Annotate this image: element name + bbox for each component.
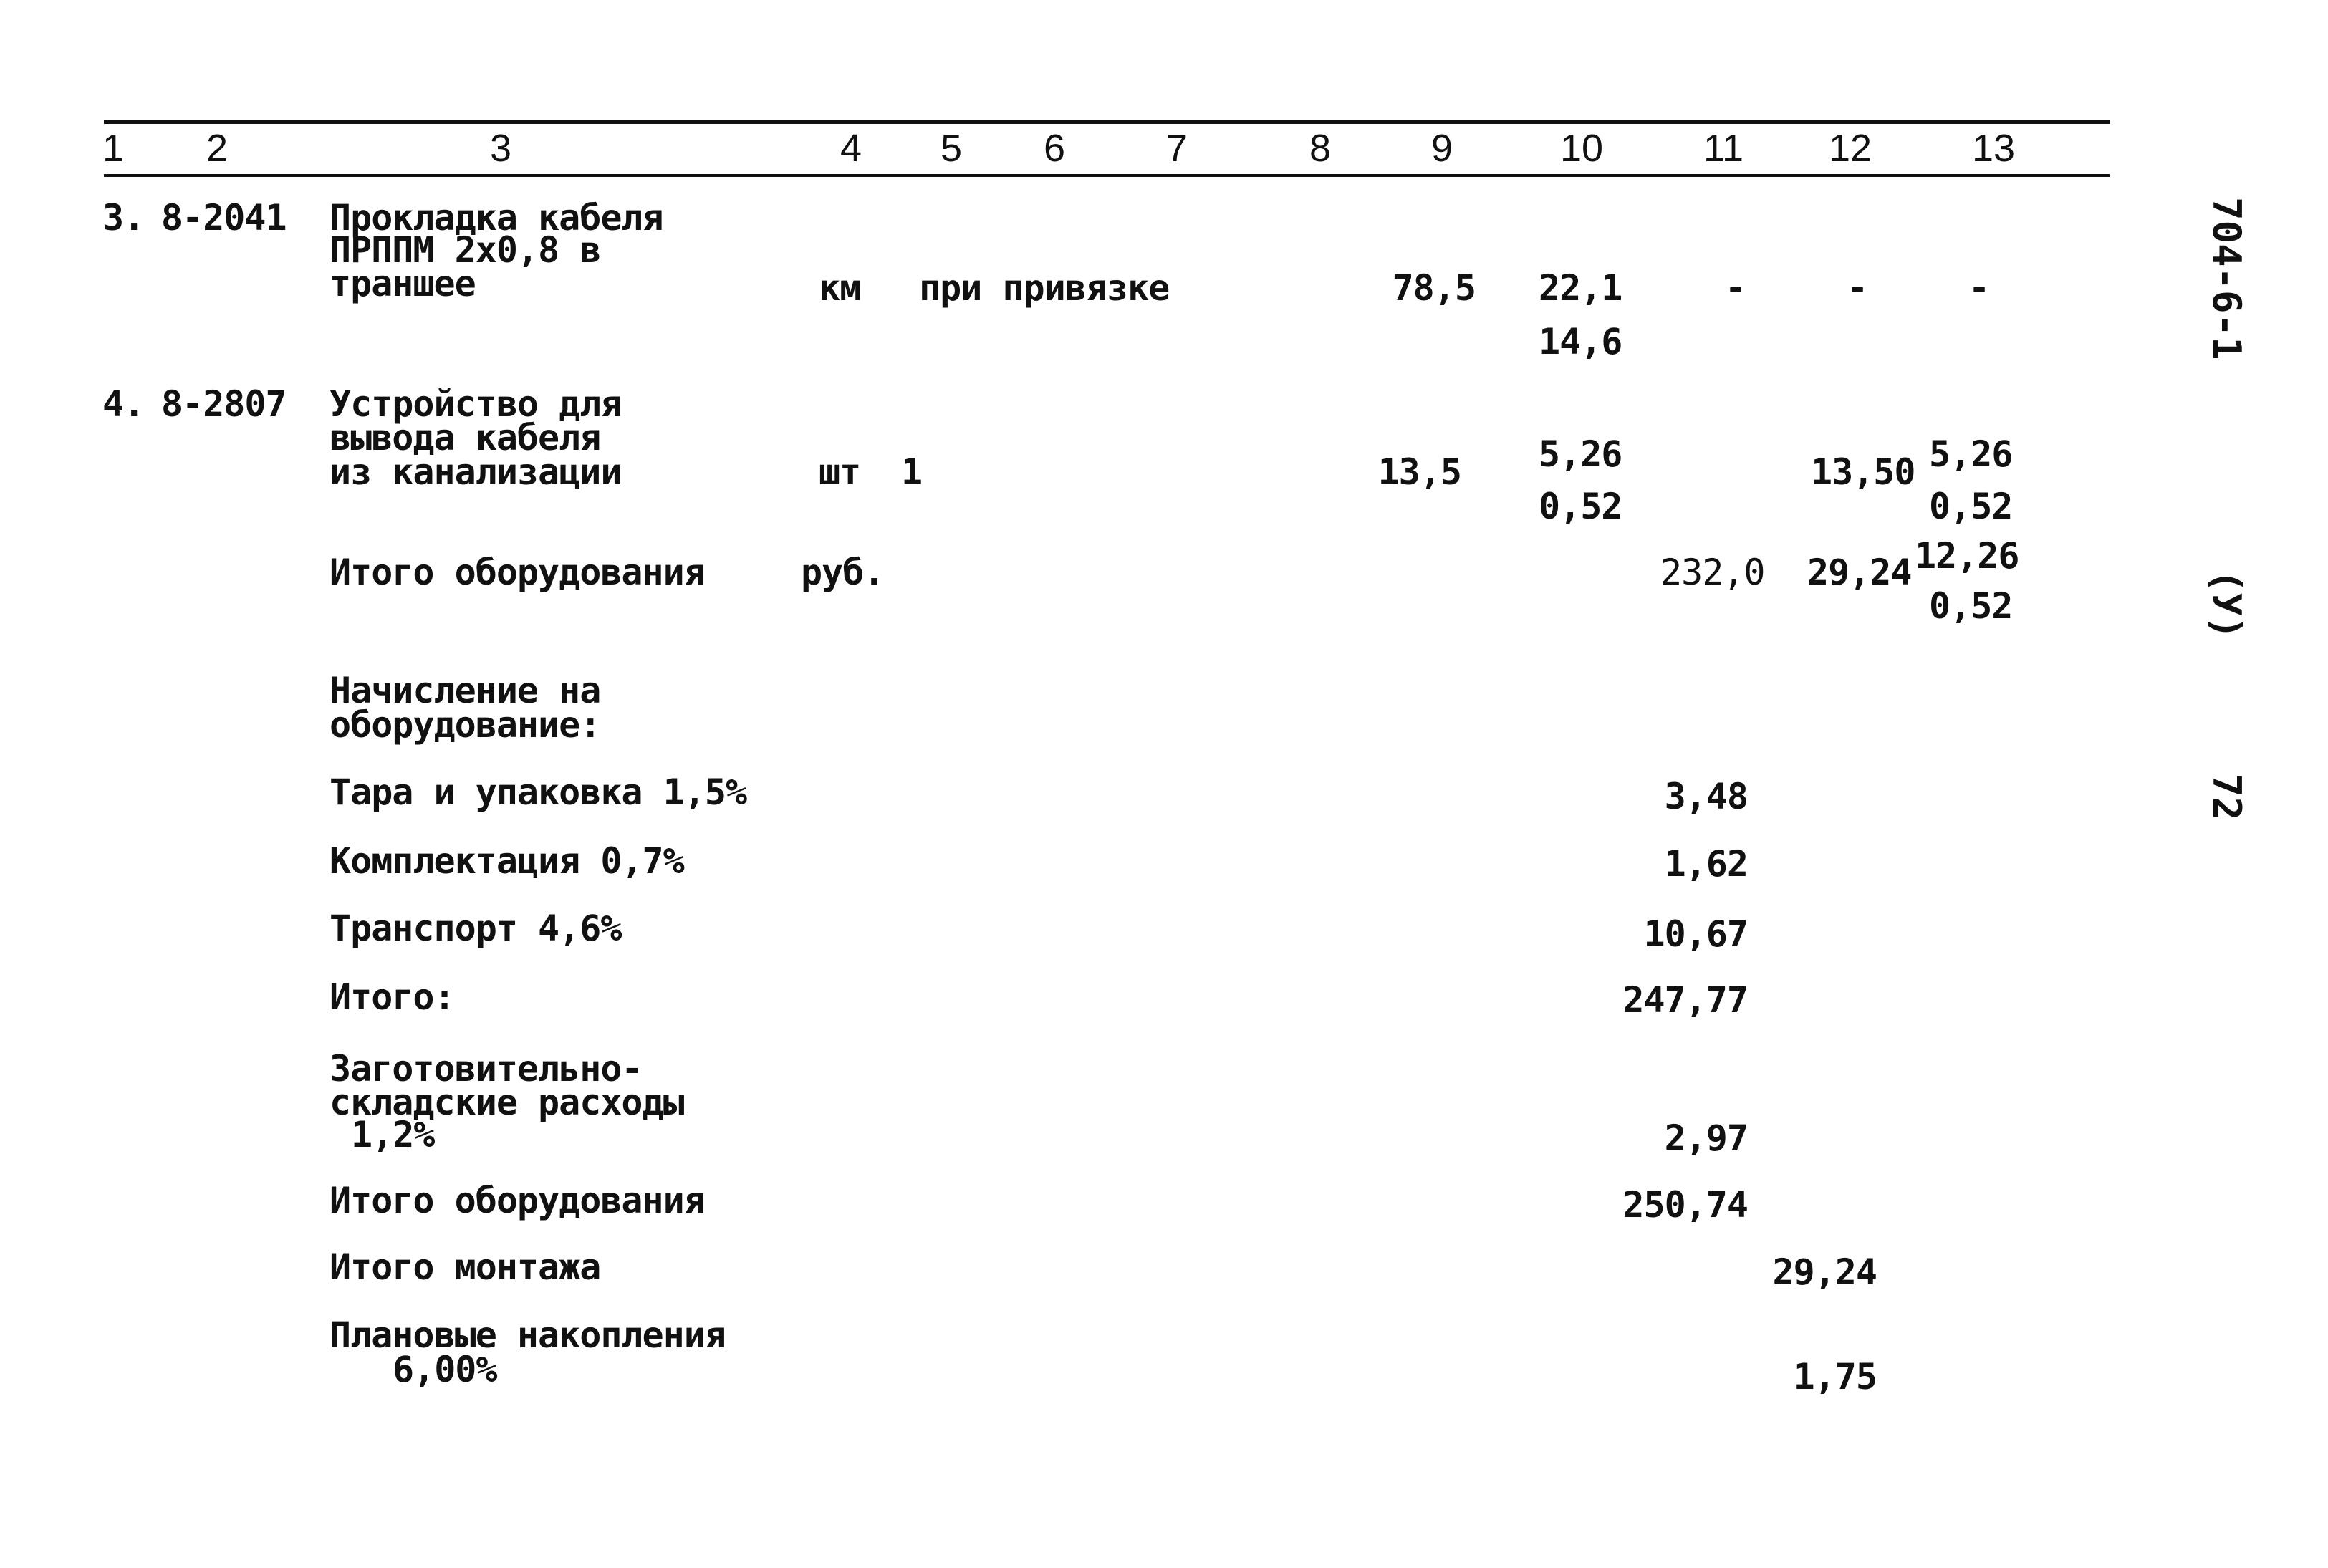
accruals-heading: оборудование: — [330, 704, 601, 746]
row-unit: шт — [819, 451, 861, 493]
row-code: 8-2807 — [161, 383, 287, 425]
row-col-9: 13,5 — [1377, 451, 1461, 493]
row-quantity: 1 — [901, 451, 923, 493]
header-top-rule — [104, 120, 2110, 124]
column-header-10: 10 — [1560, 127, 1604, 170]
accrual-label: Комплектация 0,7% — [330, 840, 684, 882]
row-col-10: 22,1 — [1539, 267, 1622, 309]
row-description-line: вывода кабеля — [330, 417, 601, 458]
accrual-label: Транспорт 4,6% — [330, 908, 622, 949]
part-marker: (У) — [2204, 569, 2249, 640]
row-col-9: 78,5 — [1392, 267, 1476, 309]
row-number: 3. — [102, 197, 145, 239]
column-header-3: 3 — [490, 127, 512, 170]
header-bottom-rule — [104, 174, 2110, 177]
accrual-value: 3,48 — [1664, 776, 1748, 817]
column-header-7: 7 — [1166, 127, 1188, 170]
column-header-8: 8 — [1309, 127, 1332, 170]
row-description-line: траншее — [330, 263, 476, 304]
accrual-label: Плановые накопления — [330, 1314, 726, 1356]
column-header-12: 12 — [1829, 127, 1872, 170]
subtotal-label: Итого оборудования — [330, 552, 705, 593]
row-code: 8-2041 — [161, 197, 287, 239]
accrual-label: Итого оборудования — [330, 1180, 705, 1221]
accruals-heading: Начисление на — [330, 670, 601, 711]
row-description-line: Устройство для — [330, 383, 622, 425]
column-header-13: 13 — [1972, 127, 2016, 170]
row-description-line: Прокладка кабеля — [330, 197, 663, 239]
column-header-11: 11 — [1703, 127, 1744, 170]
row-col-13: - — [1968, 267, 1990, 309]
row-unit: км — [819, 267, 861, 309]
column-header-1: 1 — [102, 127, 125, 170]
row-col-12: - — [1847, 267, 1868, 309]
accrual-value: 29,24 — [1772, 1251, 1877, 1293]
column-header-5: 5 — [941, 127, 963, 170]
row-col-10: 14,6 — [1539, 321, 1622, 362]
column-header-9: 9 — [1431, 127, 1453, 170]
row-col-10: 5,26 — [1539, 433, 1622, 475]
accrual-value: 1,62 — [1664, 843, 1748, 885]
subtotal-unit: руб. — [801, 552, 885, 593]
accrual-label: Итого монтажа — [330, 1246, 601, 1288]
column-header-2: 2 — [206, 127, 229, 170]
accrual-label: складские расходы — [330, 1082, 684, 1123]
column-header-6: 6 — [1044, 127, 1066, 170]
subtotal-col-13: 12,26 — [1915, 535, 2019, 577]
subtotal-col-12: 29,24 — [1807, 552, 1912, 593]
accrual-value: 10,67 — [1643, 913, 1748, 955]
accrual-value: 1,75 — [1793, 1356, 1877, 1398]
accrual-value: 247,77 — [1622, 979, 1748, 1021]
page-number: 72 — [2204, 774, 2249, 821]
accrual-value: 250,74 — [1622, 1184, 1748, 1226]
row-description-line: ПРППМ 2х0,8 в — [330, 229, 601, 271]
accrual-value: 2,97 — [1664, 1117, 1748, 1159]
accrual-label: Заготовительно- — [330, 1048, 643, 1090]
accrual-label: 1,2% — [351, 1114, 435, 1155]
row-description-line: из канализации — [330, 451, 622, 493]
row-quantity: при привязке — [919, 267, 1170, 309]
row-col-13: 5,26 — [1929, 433, 2013, 475]
document-code: 704-6-1 — [2204, 197, 2249, 360]
row-col-10: 0,52 — [1539, 486, 1622, 527]
row-col-13: 0,52 — [1929, 486, 2013, 527]
subtotal-col-13: 0,52 — [1929, 585, 2013, 627]
accrual-label: 6,00% — [393, 1349, 497, 1390]
row-col-12: 13,50 — [1811, 451, 1915, 493]
accrual-label: Итого: — [330, 976, 455, 1018]
row-col-11: - — [1725, 267, 1746, 309]
row-number: 4. — [102, 383, 145, 425]
accrual-label: Тара и упаковка 1,5% — [330, 771, 747, 813]
column-header-4: 4 — [840, 127, 862, 170]
subtotal-col-11: 232,0 — [1660, 552, 1765, 593]
